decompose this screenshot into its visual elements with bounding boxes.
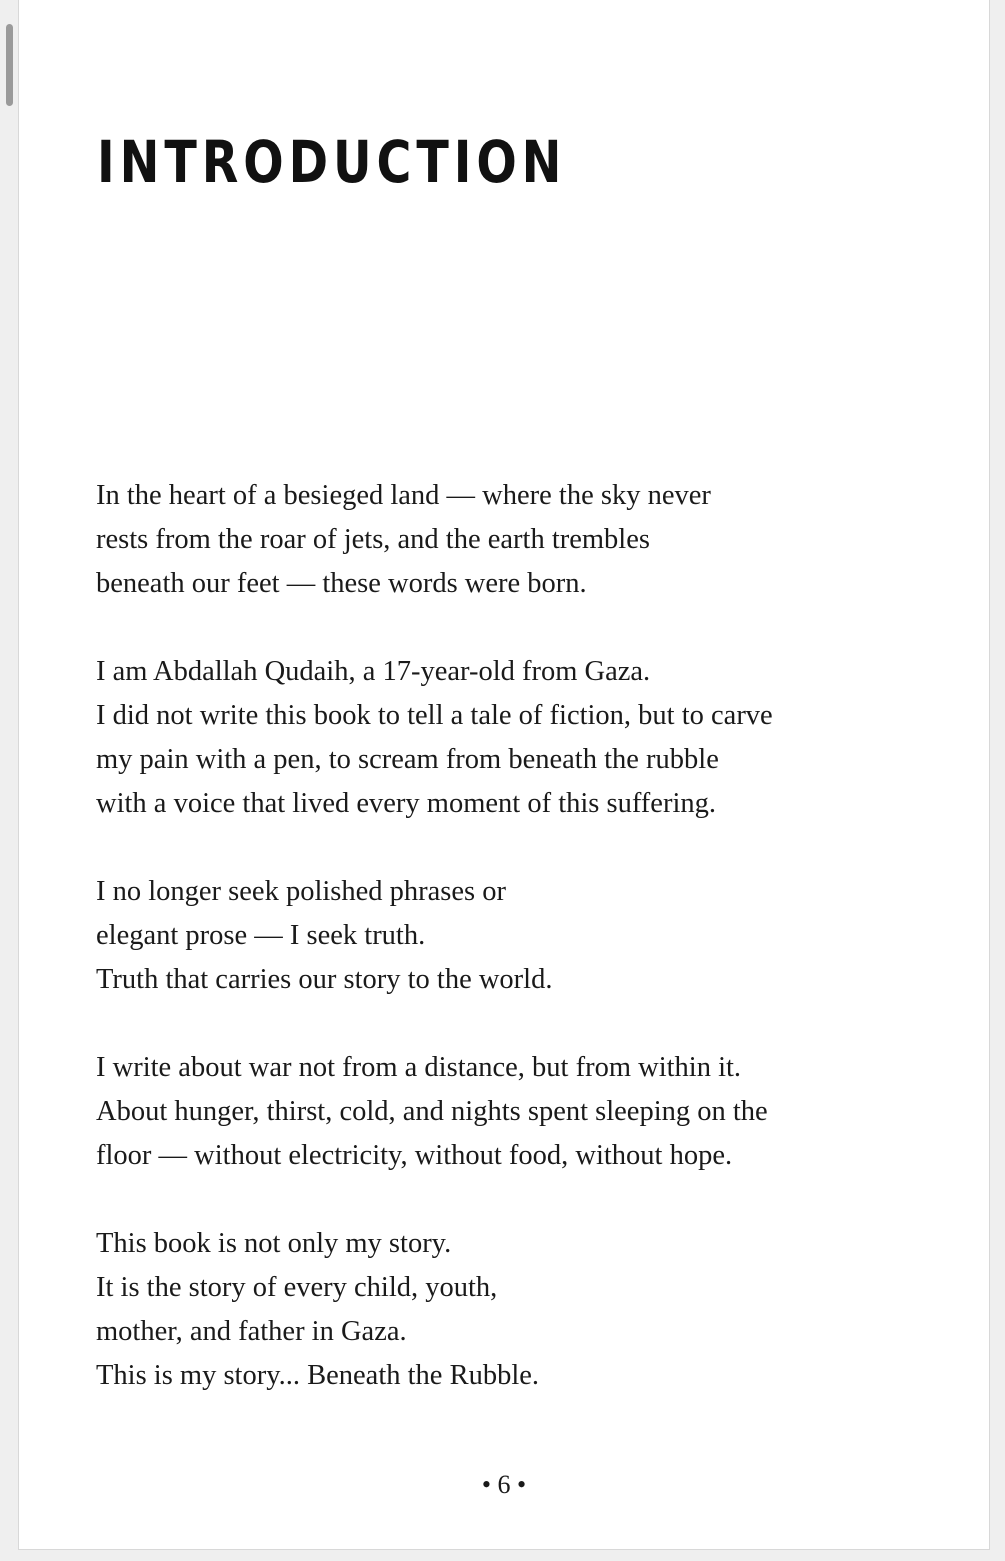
- paragraph-5: [96, 1222, 936, 1398]
- text-line: I no longer seek polished phrases or: [96, 876, 506, 907]
- text-line: In the heart of a besieged land — where the sky never: [96, 480, 711, 511]
- text-line: my pain with a pen, to scream from beneath the rubble: [96, 744, 719, 775]
- scrollbar-thumb[interactable]: [6, 24, 13, 106]
- text-line: This is my story... Beneath the Rubble.: [96, 1360, 540, 1391]
- text-line: with a voice that lived every moment of this suffering.: [96, 788, 716, 819]
- book-page: [18, 0, 990, 1550]
- text-line: rests from the roar of jets, and the earth trembles: [96, 524, 650, 555]
- body-text: [96, 474, 936, 1442]
- text-line: I did not write this book to tell a tale of fiction, but to carve: [96, 700, 773, 731]
- text-line: mother, and father in Gaza.: [96, 1316, 407, 1347]
- paragraph-1: [96, 474, 936, 606]
- text-line: Truth that carries our story to the world.: [96, 964, 553, 995]
- text-line: I write about war not from a distance, but from within it.: [96, 1052, 742, 1083]
- text-line: About hunger, thirst, cold, and nights spent sleeping on the: [96, 1096, 768, 1127]
- chapter-title: INTRODUCTION: [97, 128, 567, 196]
- text-line: I am Abdallah Qudaih, a 17-year-old from Gaza.: [96, 656, 651, 687]
- text-line: beneath our feet — these words were born.: [96, 568, 587, 599]
- text-line: It is the story of every child, youth,: [96, 1272, 498, 1303]
- page-number: • 6 •: [481, 1470, 527, 1499]
- paragraph-4: [96, 1046, 936, 1178]
- paragraph-2: [96, 650, 936, 826]
- text-line: elegant prose — I seek truth.: [96, 920, 426, 951]
- text-line: This book is not only my story.: [96, 1228, 452, 1259]
- text-line: floor — without electricity, without food, without hope.: [96, 1140, 733, 1171]
- paragraph-3: [96, 870, 936, 1002]
